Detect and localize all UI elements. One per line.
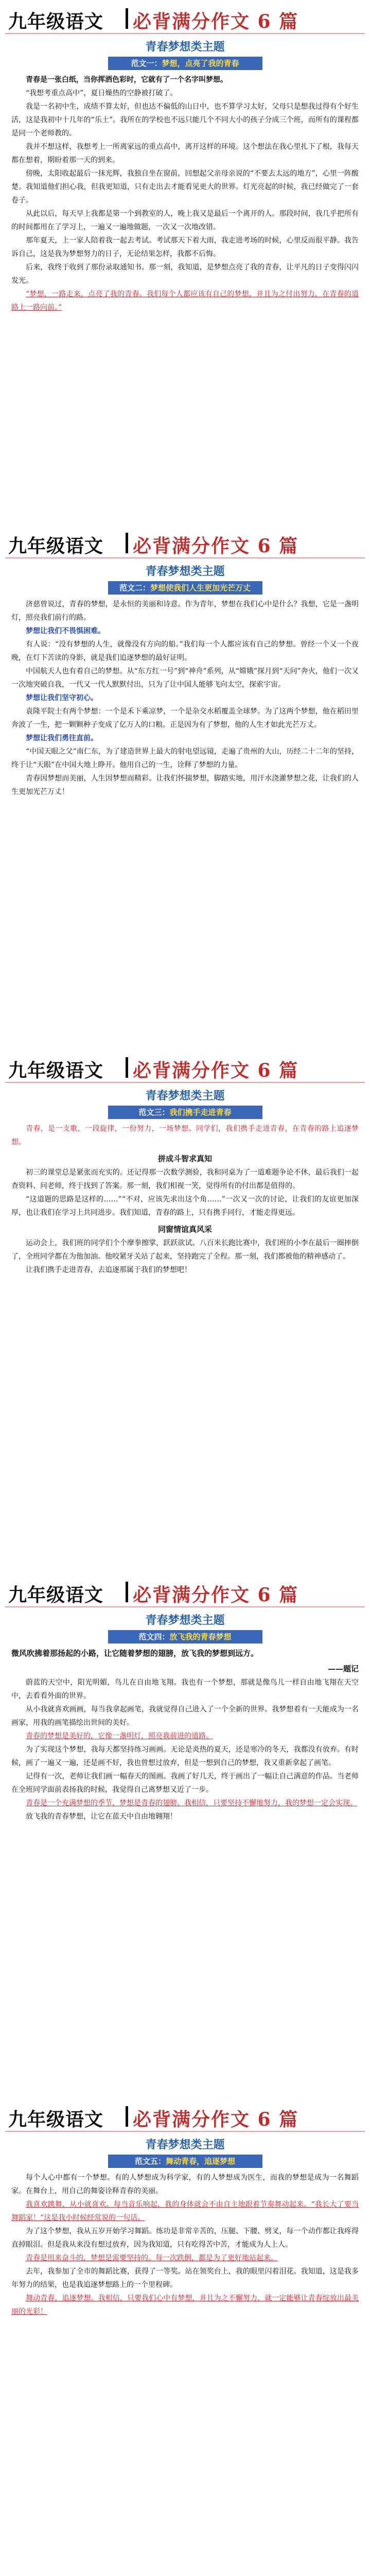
essay-paragraph: 记得有一次，老师让我们画一幅春天的图画。我画了好几天，终于画出了一幅让自己满意的作品。当老师在全班同学面前表扬我的时候，我觉得自己离梦想又近了一步。: [11, 1772, 359, 1794]
header-title-right: 必背满分作文 6 篇: [133, 11, 299, 32]
header-title-right: 必背满分作文 6 篇: [133, 1060, 299, 1081]
header-underline: [5, 557, 365, 558]
topic-title: 青春梦想类主题: [145, 565, 225, 578]
header-title-right: 必背满分作文 6 篇: [133, 535, 299, 557]
header-underline: [5, 33, 365, 34]
essay-title: 放飞我的青春梦想: [169, 1632, 232, 1641]
page-4: [0, 1573, 370, 2098]
essay-paragraph: 初三的课堂总是紧张而充实的。还记得那一次数学测验，我和同桌为了一道难题争论不休，最后我们一起查资料、问老师，终于找到了答案。那一刻，我们相视一笑，觉得所有的付出都是值得的。: [11, 1168, 359, 1190]
topic-title: 青春梦想类主题: [145, 1614, 225, 1627]
doc-header: [0, 2098, 370, 2132]
doc-header: [0, 1049, 370, 1083]
topic-title: 青春梦想类主题: [145, 40, 225, 54]
essay-title: 梦想，点亮了我的青春: [162, 59, 239, 68]
essay-paragraph: 有人说：“没有梦想的人生，就像没有方向的船。”我们每一个人都应该有自己的梦想。曾经一个又一个夜晚，在灯下苦读的身影，就是我们追逐梦想的最好证明。: [11, 640, 359, 662]
page-2: [0, 524, 370, 1049]
essay-paragraph: 中国航天人也有着自己的梦想。从“东方红一号”到“神舟”系列，从“嫦娥”探月到“天问”奔火，他们一次又一次地突破自我，一代又一代人默默付出，只为了让中国人能够飞向太空，探索宇宙。: [11, 667, 359, 689]
essay-paragraph: 傍晚，太阳收起最后一抹光辉，我独自坐在窗前，回想起父亲母亲说的“不要去太远的地方”，心里一阵酸楚。我知道他们担心我，但我更知道，只有走出去才能看见更大的世界。灯光亮起的时候，我已经做完了一套卷子。: [11, 170, 359, 205]
essay-paragraph: 运动会上，我们班的同学们个个摩拳擦掌，跃跃欲试。八百米长跑比赛中，我们班的小李在最后一圈摔倒了，全班同学都在为他加油。他咬紧牙关站了起来，坚持跑完了全程。那一刻，我们都被他的精神感动了。: [11, 1239, 359, 1261]
section-heading: 同窗情谊真风采: [157, 1225, 212, 1234]
essay-number: 范文二：: [119, 583, 150, 592]
essay-paragraph: 为了实现这个梦想，我每天都坚持练习画画。无论是炎热的夏天，还是寒冷的冬天，我都没有放弃。有时候，画了一遍又一遍，还是画不好，我也曾想过放弃，但是一想到自己的梦想，我又重新拿起了画笔。: [11, 1745, 359, 1767]
page-5: [0, 2098, 370, 2576]
essay-epigraph-mark: ——题记: [327, 1664, 359, 1673]
essay-paragraph: 青春是一张白纸，当你挥洒色彩时，它就有了一个名字叫梦想。: [26, 76, 227, 84]
essay-paragraph: 去年，我参加了全市的舞蹈比赛，获得了一等奖。站在领奖台上，我的眼里闪着泪花。我知道，这是我多年努力的结果，也是我追逐梦想路上的一个里程碑。: [11, 2267, 359, 2289]
essay-paragraph: “梦想，一路走来，点亮了我的青春。我们每个人都应该有自己的梦想，并且为之付出努力，在青春的道路上一路向前。”: [11, 290, 359, 312]
essay-number: 范文一：: [131, 59, 162, 68]
essay-paragraph: 后来，我终于收到了那份录取通知书。那一刻，我知道，是梦想点亮了我的青春，让平凡的日子变得闪闪发光。: [11, 263, 359, 285]
essay-banner: [108, 2155, 262, 2168]
essay-lead: 微风吹拂着那扬起的小路，让它随着梦想的翅膀，放飞我的梦想到远方。: [11, 1649, 259, 1658]
essay-paragraph: 蔚蓝的天空中，阳光明媚，鸟儿在自由地飞翔。我也有一个梦想，那就是像鸟儿一样自由地飞翔在天空中，去看看外面的世界。: [11, 1679, 359, 1700]
page-1: [0, 0, 370, 524]
page-3: [0, 1049, 370, 1573]
essay-banner: [108, 57, 262, 70]
essay-body: [0, 2171, 370, 2318]
essay-paragraph: 我并不想这样，我想考上一所离家远的重点高中，离开这样的环境。这个想法在我心里扎下了根，我每天都在想着，期盼着那一天的到来。: [11, 143, 359, 164]
topic-title: 青春梦想类主题: [145, 1089, 225, 1103]
essay-paragraph: “这道题的思路是这样的……”“不对，应该先求出这个角……”一次又一次的讨论，让我们的友谊更加深厚，也让我们在学习上共同进步。我们知道，青春的路上，只有携手同行，才能走得更远。: [11, 1195, 359, 1217]
essay-number: 范文四：: [138, 1632, 170, 1641]
doc-header: [0, 1573, 370, 1607]
essay-paragraph: 济慈曾说过，青春的梦想，是永恒的美丽和诗意。作为青年，梦想在我们心中是什么？我想，它是一盏明灯，照亮我们前行的路。: [11, 600, 359, 622]
essay-banner: [108, 1106, 262, 1119]
essay-number: 范文五：: [134, 2157, 166, 2166]
doc-header: [0, 524, 370, 558]
section-heading: 拼成斗智求真知: [157, 1154, 212, 1163]
essay-paragraph: “中国天眼之父”南仁东，为了建造世界上最大的射电望远镜，走遍了贵州的大山，历经二十二年的坚持，终于让“天眼”在中国大地上睁开。他用自己的一生，诠释了梦想的力量。: [11, 748, 359, 769]
essay-number: 范文三：: [138, 1108, 170, 1117]
header-divider-bar: [126, 1582, 128, 1602]
topic-title: 青春梦想类主题: [145, 2138, 225, 2151]
essay-body: [0, 73, 370, 314]
essay-paragraph: 梦想让我们勇往直前。: [26, 734, 98, 742]
essay-body: [0, 1122, 370, 1277]
essay-banner: [108, 581, 262, 595]
essay-paragraph: 青春是用来奋斗的，梦想是需要坚持的。每一次跌倒，都是为了更好地站起来。: [26, 2254, 278, 2262]
header-title-right: 必背满分作文 6 篇: [133, 2109, 299, 2130]
header-title-right: 必背满分作文 6 篇: [133, 1584, 299, 1606]
header-underline: [5, 2131, 365, 2132]
header-underline: [5, 1606, 365, 1607]
header-divider-bar: [126, 1057, 128, 1078]
essay-body: [0, 1647, 370, 1823]
essay-paragraph: 舞动青春，追逐梦想。我相信，只要我们心中有梦想，并且为之不懈努力，就一定能够让青春绽放出最美丽的光彩！: [11, 2294, 359, 2316]
essay-body: [0, 598, 370, 799]
essay-paragraph: 青春是一个充满梦想的季节，梦想是青春的翅膀。我相信，只要坚持不懈地努力，我的梦想一定会实现。: [26, 1799, 357, 1807]
essay-paragraph: 从小我就喜欢画画，每当我拿起画笔，我就觉得自己进入了一个全新的世界。我梦想着有一天能成为一名画家，用我的画笔描绘出世间的美好。: [11, 1705, 359, 1727]
essay-paragraph: 青春因梦想而美丽，人生因梦想而精彩。让我们怀揣梦想，脚踏实地，用汗水浇灌梦想之花，让我们的人生更加光芒万丈！: [11, 774, 359, 796]
header-underline: [5, 1082, 365, 1083]
essay-intro: 青春，是一支歌，一段旋律，一份努力，一场梦想。同学们，我们携手走进青春，在青春的路上追逐梦想。: [11, 1125, 359, 1146]
header-title-left: 九年级语文: [8, 1584, 104, 1606]
header-title-left: 九年级语文: [8, 2109, 104, 2130]
essay-paragraph: 从此以后，每天早上我都是第一个到教室的人，晚上我又是最后一个离开的人。那段时间，我几乎把所有的时间都用在了学习上，一遍又一遍地做题，一次又一次地改错。: [11, 210, 359, 231]
essay-paragraph: 每个人心中都有一个梦想。有的人梦想成为科学家，有的人梦想成为医生，而我的梦想是成为一名舞蹈家。在舞台上，用自己的舞姿诠释青春的美丽。: [11, 2174, 359, 2195]
header-title-left: 九年级语文: [8, 1060, 104, 1081]
header-divider-bar: [126, 533, 128, 553]
essay-title: 我们携手走进青春: [169, 1108, 232, 1117]
essay-paragraph: 我是一名初中生，成绩不算太好，但也达不偏低的山日中，也不算学习太好，父母只是想我过得有个好生活，这是我初中十几年的“乐土”。我所在的学校也不远只能几个不同大小的孩子分成三个班，而所有的课程都是同一个老师教的。: [11, 103, 359, 138]
header-title-left: 九年级语文: [8, 535, 104, 557]
essay-paragraph: 我喜欢跳舞，从小就喜欢。每当音乐响起，我的身体就会不由自主地跟着节奏舞动起来。“我长大了要当舞蹈家！”这是我小时候经常说的一句话。: [11, 2200, 359, 2222]
essay-paragraph: 那年夏天，上一家人陪着我一起去考试。考试那天下着大雨，我走进考场的时候，心里反而很平静。我告诉自己，这是我为梦想努力的日子，无论结果怎样，我都不后悔。: [11, 236, 359, 258]
essay-paragraph: 为了这个梦想，我从五岁开始学习舞蹈。练功是非常辛苦的，压腿、下腰、劈叉，每一个动作都让我疼得直掉眼泪。但是我从来没有想过放弃，因为我知道，只有吃得苦中苦，才能成为人上人。: [11, 2227, 359, 2249]
essay-paragraph: 梦想让我们不畏惧困难。: [26, 627, 105, 635]
essay-title: 舞动青春，追逐梦想: [166, 2157, 236, 2166]
essay-paragraph: 青春的梦想是美好的，它像一盏明灯，照亮我前进的道路。: [26, 1732, 213, 1740]
essay-paragraph: “我想考重点高中”，夏日燥热的空静被打破了。: [26, 89, 178, 97]
essay-paragraph: 袁隆平院士有两个梦想：一个是禾下乘凉梦，一个是杂交水稻覆盖全球梦。为了这两个梦想，他在稻田里奔波了一生，把一颗颗种子变成了亿万人的口粮。正是因为有了梦想，他的人生才如此光芒万丈。: [11, 707, 359, 729]
essay-paragraph: 梦想让我们坚守初心。: [26, 694, 98, 702]
header-title-left: 九年级语文: [8, 11, 104, 32]
essay-paragraph: 让我们携手走进青春，去追逐那属于我们的梦想吧！: [26, 1266, 191, 1274]
essay-banner: [108, 1630, 262, 1643]
doc-header: [0, 0, 370, 34]
header-divider-bar: [126, 8, 128, 29]
essay-paragraph: 放飞我的青春梦想，让它在蓝天中自由地翱翔！: [26, 1812, 177, 1821]
header-divider-bar: [126, 2106, 128, 2127]
essay-title: 梦想使我们人生更加光芒万丈: [150, 583, 251, 592]
